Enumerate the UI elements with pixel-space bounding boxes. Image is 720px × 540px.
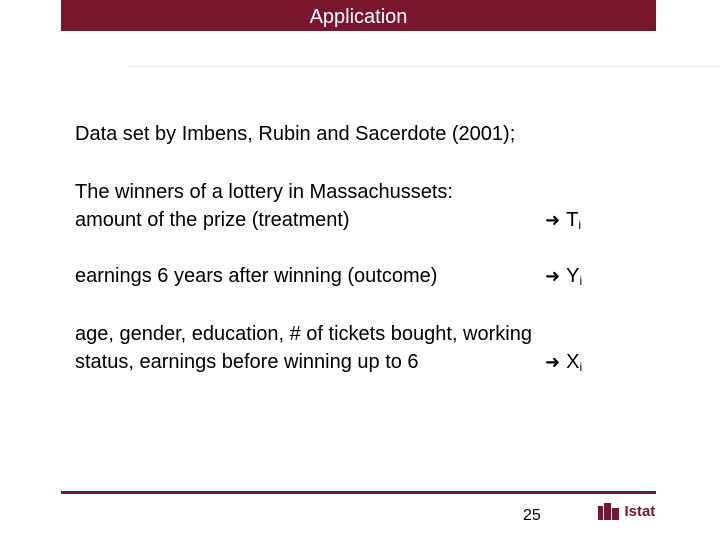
marker-y-letter: Y [566, 265, 580, 287]
bottom-divider [61, 491, 656, 494]
text-line-treatment: amount of the prize (treatment) [75, 209, 350, 231]
covariates-marker [545, 350, 582, 379]
istat-logo-icon [598, 502, 620, 520]
title-bar [61, 0, 656, 31]
marker-x-letter: X [566, 351, 580, 373]
outcome-marker [545, 264, 582, 293]
istat-logo [598, 502, 655, 520]
text-line-covariates-1: age, gender, education, # of tickets bought, working [75, 323, 532, 345]
top-divider [128, 66, 720, 67]
right-arrow-icon: ➜ [545, 266, 561, 286]
subscript-i: i [579, 360, 583, 374]
subscript-i: i [578, 218, 581, 232]
text-line-outcome: earnings 6 years after winning (outcome) [75, 265, 438, 287]
text-line-dataset: Data set by Imbens, Rubin and Sacerdote (2001); [75, 123, 516, 145]
slide-title: Application [309, 6, 408, 28]
logo-text: Istat [624, 502, 656, 520]
marker-t-letter: T [566, 209, 579, 231]
right-arrow-icon: ➜ [545, 210, 561, 230]
text-line-covariates-2: status, earnings before winning up to 6 [75, 351, 419, 373]
text-line-lottery: The winners of a lottery in Massachussets: [75, 181, 453, 203]
subscript-i: i [579, 274, 583, 288]
treatment-marker [545, 208, 581, 237]
right-arrow-icon: ➜ [545, 352, 561, 372]
page-number: 25 [523, 507, 541, 524]
